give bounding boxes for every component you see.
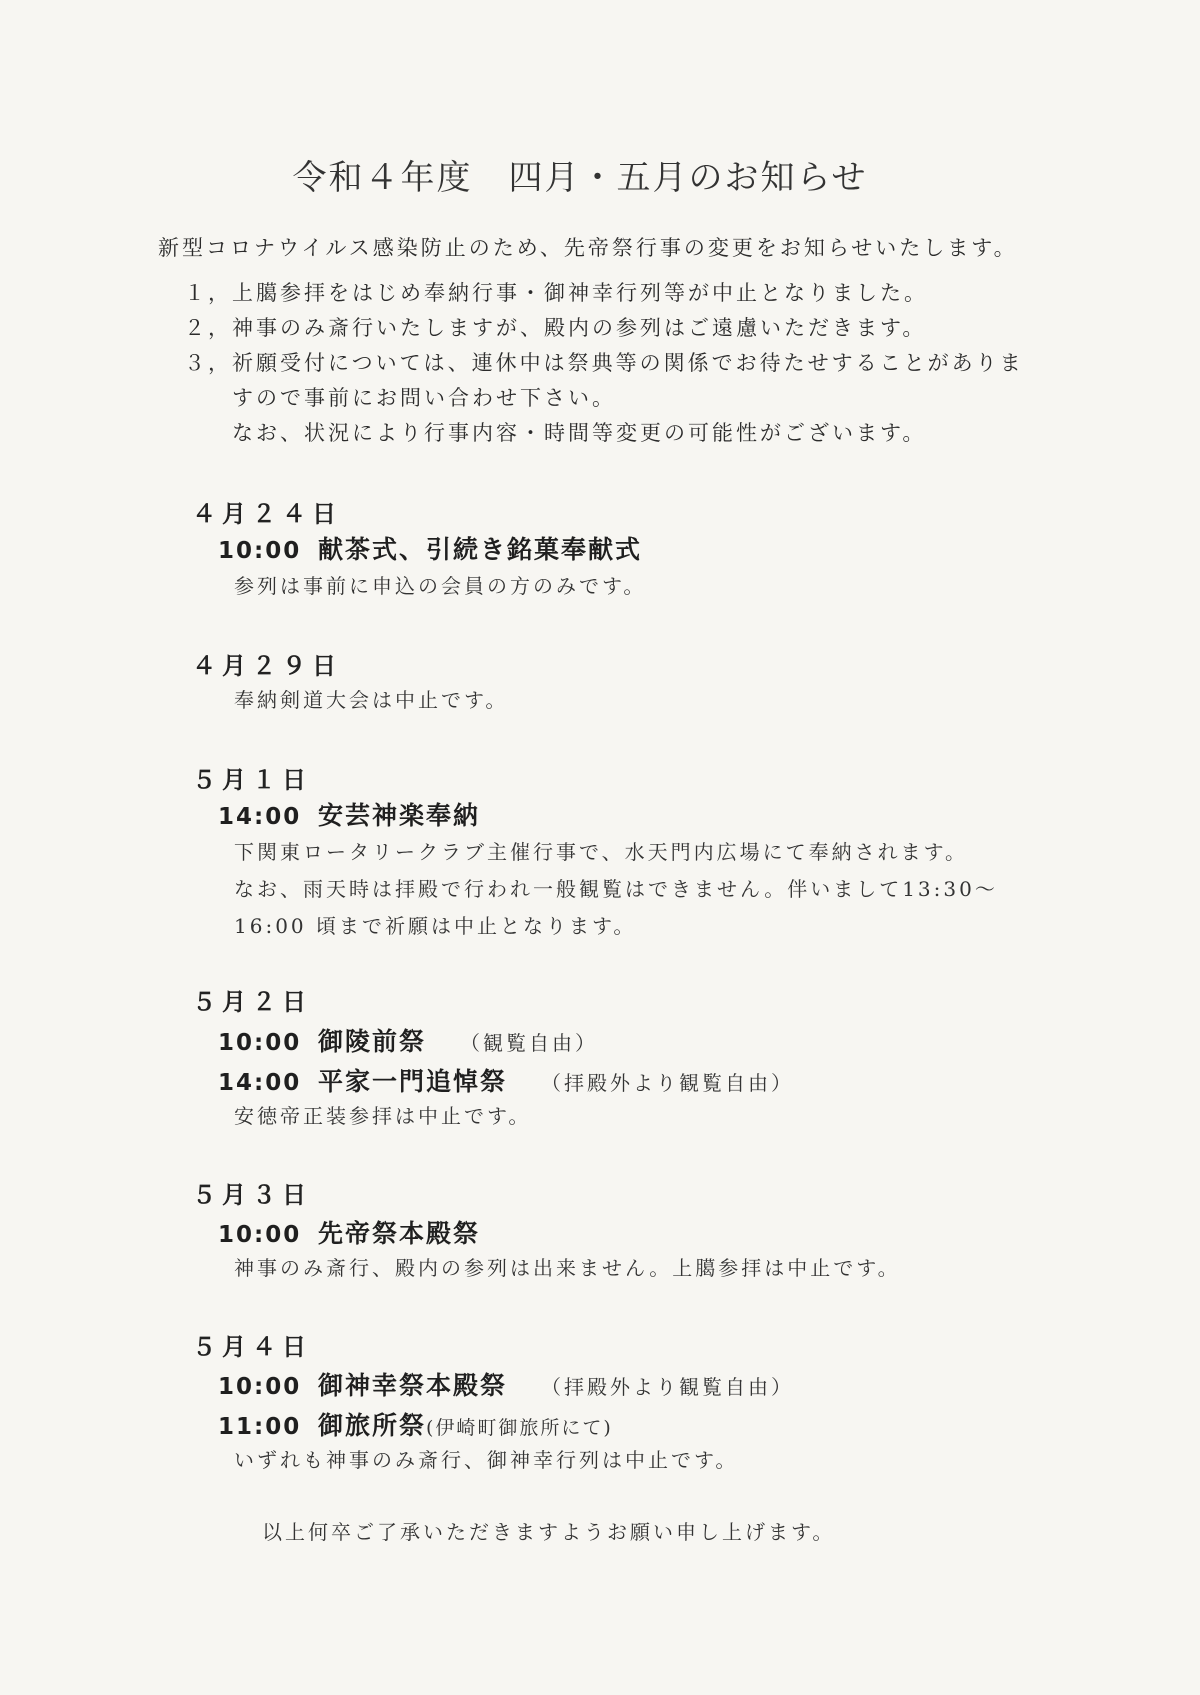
event-name: 安芸神楽奉納 <box>318 801 481 830</box>
event-note: 安徳帝正装参拝は中止です。 <box>234 1104 532 1128</box>
event-name: 平家一門追悼祭 <box>318 1067 508 1096</box>
list-number: ２， <box>184 316 232 340</box>
event-time: 10:00 <box>218 538 302 564</box>
event-note: 下関東ロータリークラブ主催行事で、水天門内広場にて奉納されます。 <box>234 840 968 864</box>
list-item-3-note: なお、状況により行事内容・時間等変更の可能性がございます。 <box>232 421 927 445</box>
event-note: 奉納剣道大会は中止です。 <box>234 688 509 712</box>
page-title: 令和４年度 四月・五月のお知らせ <box>292 158 868 198</box>
event-row <box>218 530 642 566</box>
event-time: 10:00 <box>218 1374 302 1400</box>
event-name: 先帝祭本殿祭 <box>318 1219 481 1248</box>
date-heading: ５月１日 <box>192 766 312 794</box>
event-note: 参列は事前に申込の会員の方のみです。 <box>234 574 647 598</box>
list-item-1 <box>184 277 928 307</box>
list-number: １， <box>184 281 232 305</box>
list-item-2 <box>184 312 926 342</box>
date-heading: ５月２日 <box>192 988 312 1016</box>
event-row <box>218 1366 794 1402</box>
date-heading: ４月２４日 <box>192 500 342 528</box>
event-time: 10:00 <box>218 1222 302 1248</box>
event-tag: (伊崎町御旅所にて) <box>426 1417 613 1439</box>
list-item-3-cont: すので事前にお問い合わせ下さい。 <box>232 386 616 410</box>
date-heading: ５月４日 <box>192 1333 312 1361</box>
event-name: 御陵前祭 <box>318 1027 427 1056</box>
event-time: 14:00 <box>218 1070 302 1096</box>
event-note: 神事のみ斎行、殿内の参列は出来ません。上臈参拝は中止です。 <box>234 1256 901 1280</box>
event-row <box>218 1022 598 1058</box>
closing-text: 以上何卒ご了承いただきますようお願い申し上げます。 <box>262 1520 836 1544</box>
list-text: 上臈参拝をはじめ奉納行事・御神幸行列等が中止となりました。 <box>232 281 928 305</box>
date-heading: ４月２９日 <box>192 652 342 680</box>
event-time: 11:00 <box>218 1414 302 1440</box>
event-note: いずれも神事のみ斎行、御神幸行列は中止です。 <box>234 1448 739 1472</box>
event-name: 御旅所祭 <box>318 1411 427 1440</box>
intro-text: 新型コロナウイルス感染防止のため、先帝祭行事の変更をお知らせいたします。 <box>158 236 1018 260</box>
event-time: 14:00 <box>218 804 302 830</box>
event-tag: （観覧自由） <box>460 1031 599 1055</box>
event-row <box>218 1062 794 1098</box>
event-note: 16:00 頃まで祈願は中止となります。 <box>234 914 637 938</box>
list-item-3 <box>184 347 1024 377</box>
event-note: なお、雨天時は拝殿で行われ一般観覧はできません。伴いまして13:30～ <box>234 877 998 901</box>
date-heading: ５月３日 <box>192 1181 312 1209</box>
event-tag: （拝殿外より観覧自由） <box>541 1071 795 1095</box>
event-row <box>218 1406 613 1442</box>
event-row <box>218 1214 480 1250</box>
list-text: 祈願受付については、連休中は祭典等の関係でお待たせすることがありま <box>232 351 1024 375</box>
event-time: 10:00 <box>218 1030 302 1056</box>
event-name: 献茶式、引続き銘菓奉献式 <box>318 535 643 564</box>
list-text: 神事のみ斎行いたしますが、殿内の参列はご遠慮いただきます。 <box>232 316 927 340</box>
event-name: 御神幸祭本殿祭 <box>318 1371 508 1400</box>
event-tag: （拝殿外より観覧自由） <box>541 1375 795 1399</box>
event-row <box>218 796 480 832</box>
list-number: ３， <box>184 351 232 375</box>
